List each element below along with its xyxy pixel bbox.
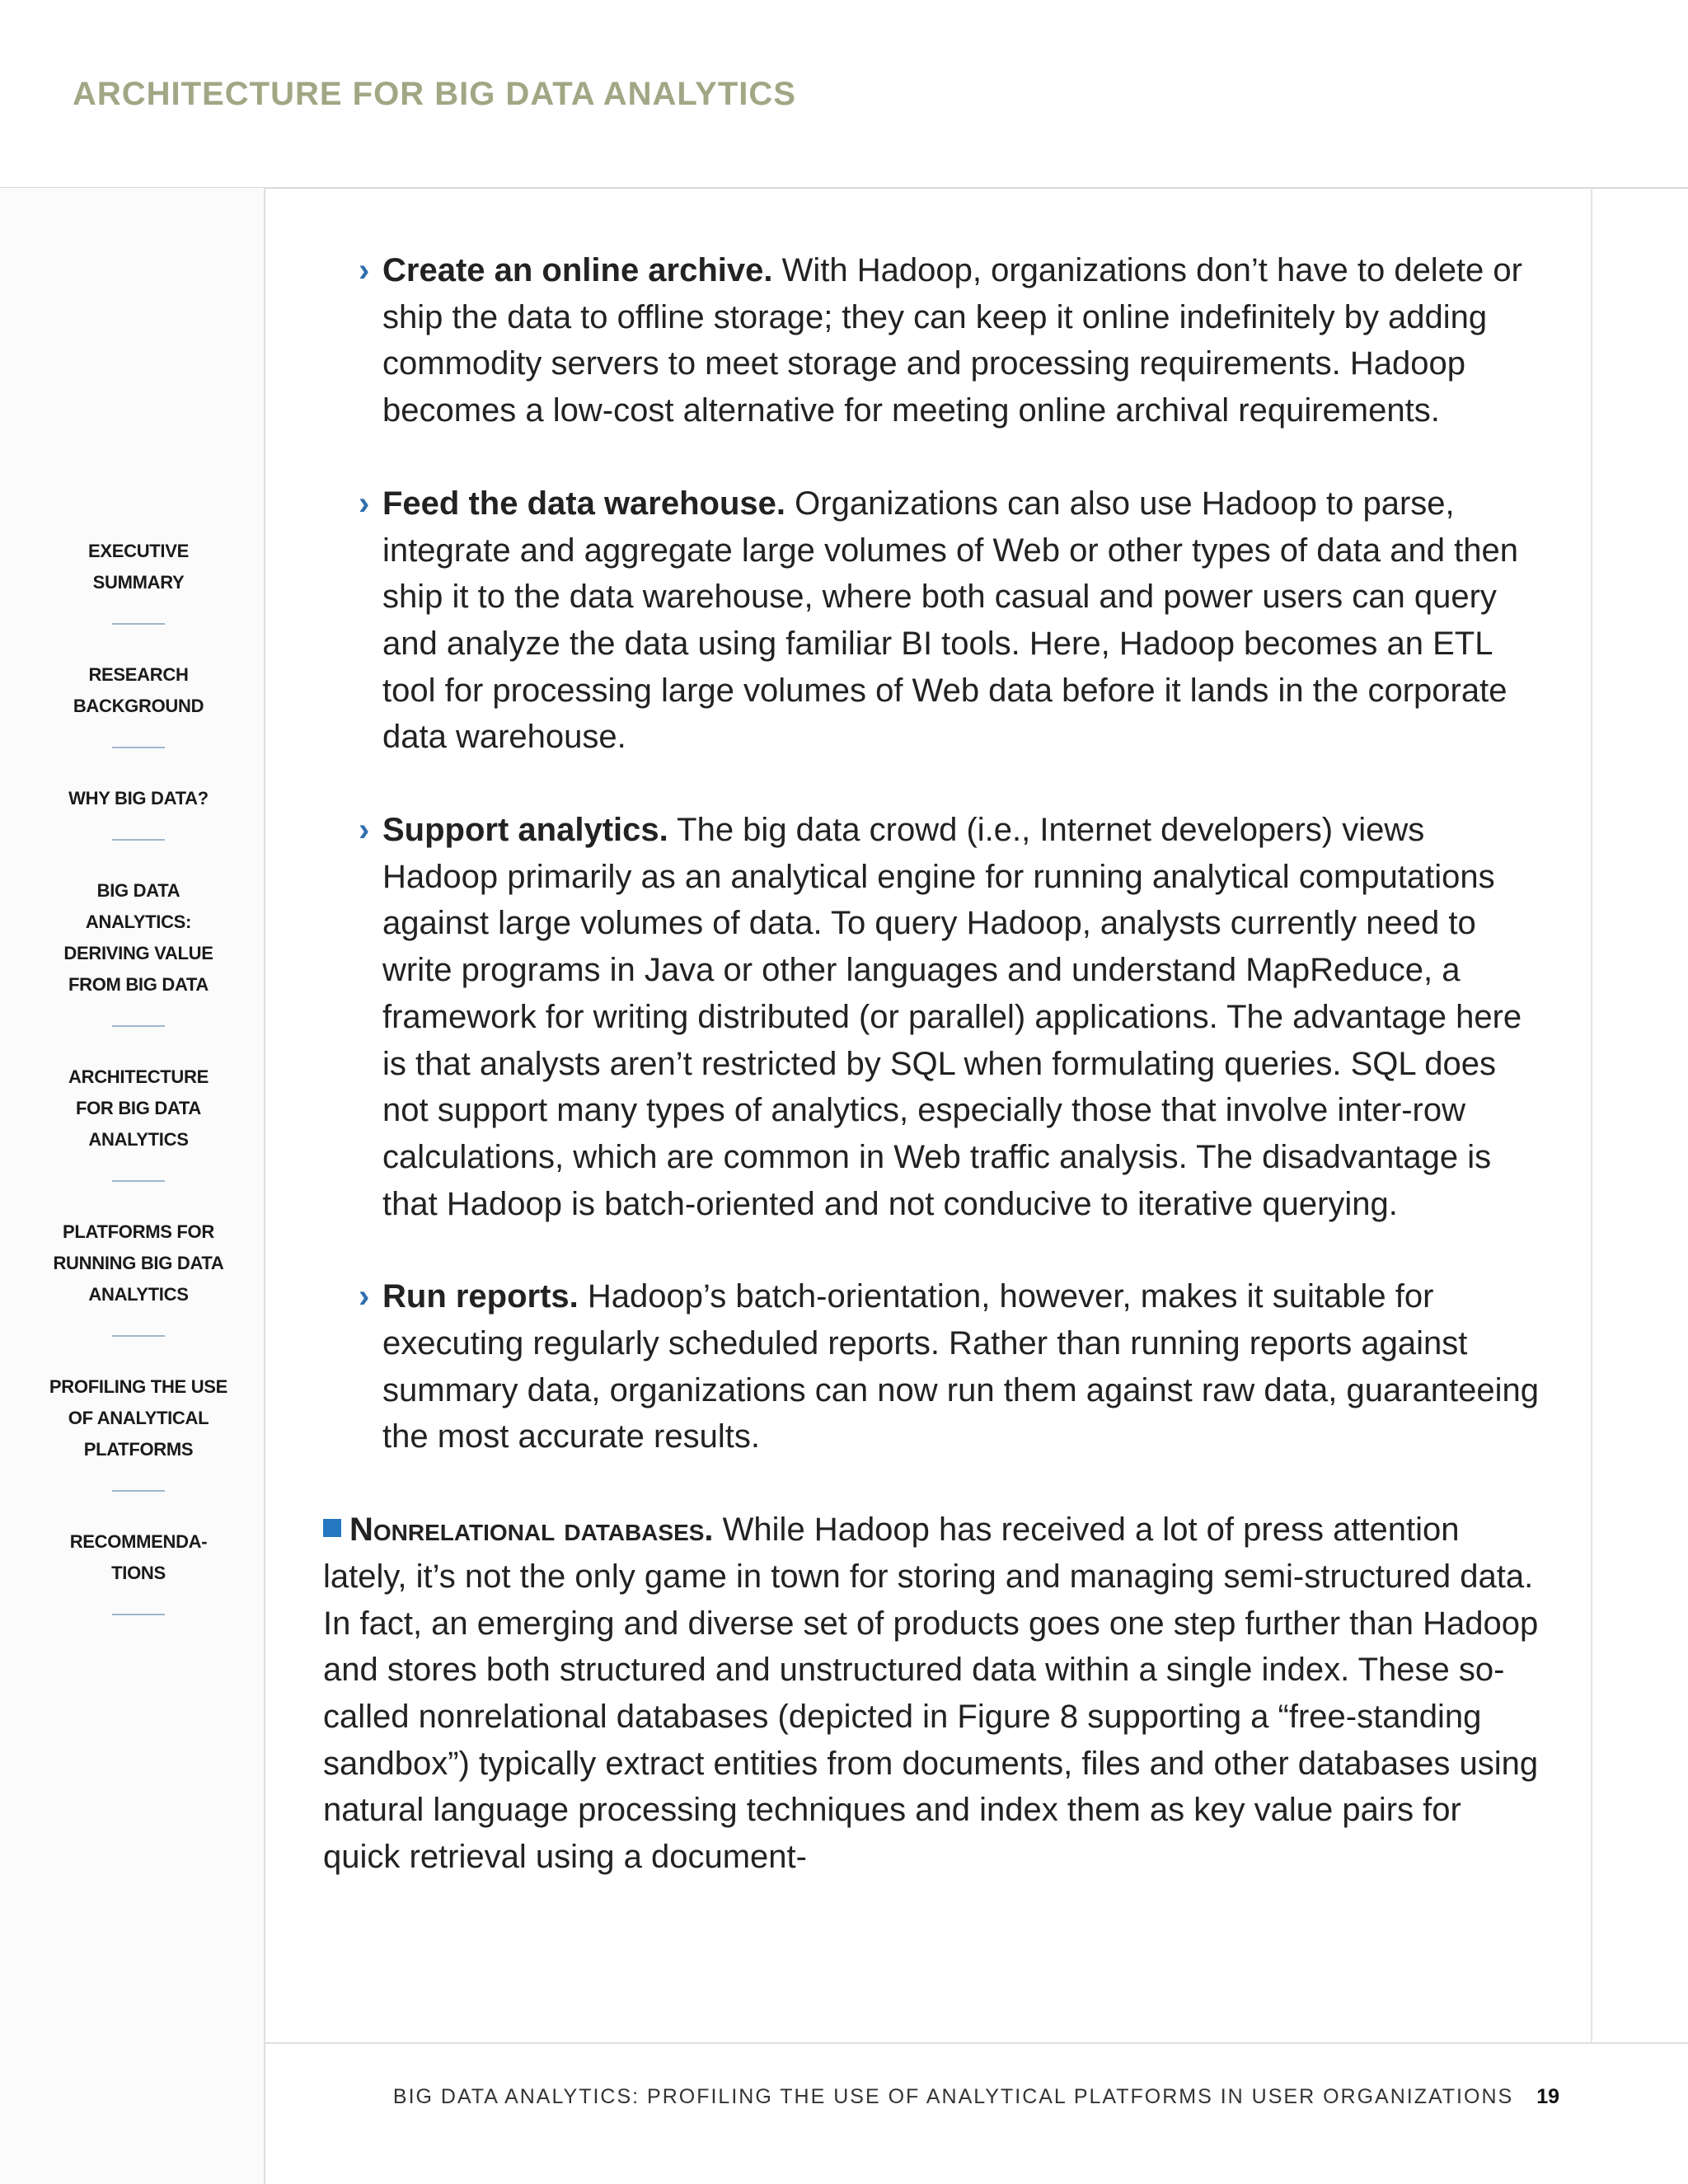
paragraph-lead: Nonrelational databases. (349, 1511, 714, 1549)
toc-item-why-big-data[interactable]: WHY BIG DATA? (68, 788, 209, 808)
section-title: ARCHITECTURE FOR BIG DATA ANALYTICS (73, 76, 796, 112)
toc-separator (112, 1025, 165, 1027)
paragraph-nonrelational-databases (323, 1507, 1543, 1881)
toc-separator (112, 1490, 165, 1492)
right-margin-rule (1591, 188, 1592, 2042)
paragraph-text: While Hadoop has received a lot of press attention lately, it’s not the only game in town for storing and managing semi-structured data. In fact, an emerging and diverse set of products goes one step further than Hadoop and stores both structured and unstructured data within a single index. These so-called nonrelational databases (depicted in Figure 8 supporting a “free-standing sandbox”) typically extract entities from documents, files and other databases using natural language processing techniques and index them as key value pairs for quick retrieval using a document- (323, 1511, 1539, 1876)
square-bullet-icon (323, 1519, 341, 1537)
toc-item-big-data-analytics[interactable]: BIG DATA ANALYTICS: DERIVING VALUE FROM BIG DATA (63, 880, 213, 995)
bullet-support-analytics (323, 807, 1543, 1227)
footer-title: BIG DATA ANALYTICS: PROFILING THE USE OF ANALYTICAL PLATFORMS IN USER ORGANIZATIONS (392, 2085, 1514, 2108)
toc-separator (112, 623, 165, 625)
footer-divider (265, 2042, 1688, 2044)
toc-item-research-background[interactable]: RESEARCH BACKGROUND (73, 664, 204, 716)
bullet-text: Hadoop’s batch-orientation, however, makes it suitable for executing regularly scheduled reports. Rather than running reports against summary data, organizations can now run them against raw data, guaranteeing the most accurate results. (382, 1278, 1540, 1455)
toc-separator (112, 1614, 165, 1615)
toc-item-profiling[interactable]: PROFILING THE USE OF ANALYTICAL PLATFORMS (49, 1376, 228, 1460)
bullet-text: The big data crowd (i.e., Internet developers) views Hadoop primarily as an analytical engine for running analytical computations against large volumes of data. To query Hadoop, analysts currently need to write programs in Java or other languages and understand MapReduce, a framework for writing distributed (or parallel) applications. The advantage here is that analysts aren’t restricted by SQL when formulating queries. SQL does not support many types of analytics, especially those that involve inter-row calculations, which are common in Web traffic analysis. The disadvantage is that Hadoop is batch-oriented and not conducive to iterative querying. (382, 812, 1522, 1222)
chevron-right-icon: › (359, 1278, 370, 1315)
toc-separator (112, 839, 165, 841)
page-header (0, 0, 1688, 189)
sidebar-divider (264, 188, 265, 2184)
toc-separator (112, 1335, 165, 1337)
bullet-run-reports (323, 1273, 1543, 1460)
toc-item-recommendations[interactable]: RECOMMENDA- TIONS (69, 1531, 208, 1583)
section-navigation (33, 536, 244, 1650)
bullet-online-archive (323, 247, 1543, 434)
toc-item-executive-summary[interactable]: EXECUTIVE SUMMARY (88, 541, 189, 593)
body-content (323, 247, 1543, 1881)
bullet-lead: Run reports. (382, 1278, 579, 1315)
bullet-text: Organizations can also use Hadoop to parse, integrate and aggregate large volumes of Web or other types of data and then ship it to the data warehouse, where both casual and power users can query and analyze the data using familiar BI tools. Here, Hadoop becomes an ETL tool for processing large volumes of Web data before it lands in the corporate data warehouse. (382, 485, 1518, 756)
chevron-right-icon: › (359, 252, 370, 288)
bullet-text: With Hadoop, organizations don’t have to delete or ship the data to offline storage; they can keep it online indefinitely by adding commodity servers to meet storage and processing requirements. Hadoop becomes a low-cost alternative for meeting online archival requirements. (382, 252, 1522, 429)
page-footer (265, 2085, 1559, 2109)
toc-item-architecture[interactable]: ARCHITECTURE FOR BIG DATA ANALYTICS (68, 1066, 209, 1150)
chevron-right-icon: › (359, 485, 370, 522)
chevron-right-icon: › (359, 812, 370, 849)
bullet-lead: Support analytics. (382, 812, 668, 849)
bullet-lead: Feed the data warehouse. (382, 485, 786, 522)
bullet-feed-warehouse (323, 480, 1543, 761)
toc-item-platforms[interactable]: PLATFORMS FOR RUNNING BIG DATA ANALYTICS (53, 1221, 224, 1305)
bullet-lead: Create an online archive. (382, 252, 773, 288)
toc-separator (112, 1180, 165, 1182)
page-number: 19 (1536, 2085, 1559, 2108)
toc-separator (112, 747, 165, 748)
